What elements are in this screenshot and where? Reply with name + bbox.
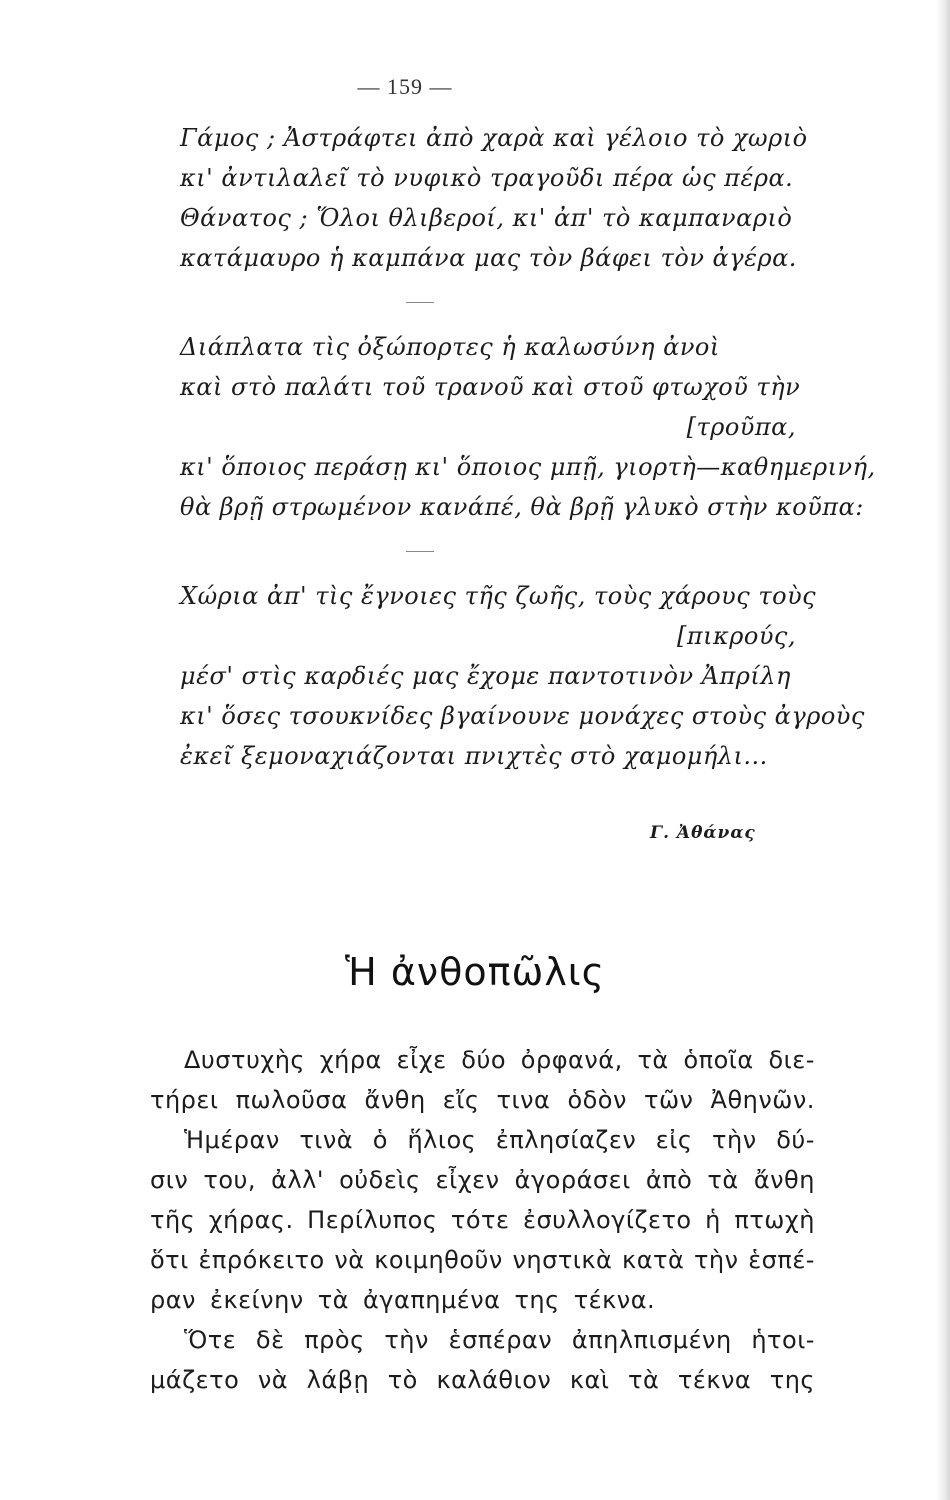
prose-word: τέκνα. <box>573 1286 656 1314</box>
prose-word: σιν <box>150 1166 189 1194</box>
prose-word: τέκνα <box>677 1366 752 1394</box>
poem-line: Θάνατος ; Ὅλοι θλιβεροί, κι' ἀπ' τὸ καμπαναριὸ <box>180 204 793 232</box>
poem-line: κι' ὅποιος περάσῃ κι' ὅποιος μπῇ, γιορτὴ—καθημερινή, <box>180 453 876 481</box>
poem-stanza-1 <box>180 118 820 278</box>
poem-line: κι' ἀντιλαλεῖ τὸ νυφικὸ τραγοῦδι πέρα ὡς πέρα. <box>180 164 794 192</box>
page-number: — 159 — <box>357 74 453 99</box>
prose-word: Ἡμέραν <box>184 1126 280 1154</box>
prose-word: τὴν <box>712 1126 757 1154</box>
poem-line: ἐκεῖ ξεμοναχιάζονται πνιχτὲς στὸ χαμομήλι... <box>180 742 768 770</box>
poem-line: καὶ στὸ παλάτι τοῦ τρανοῦ καὶ στοῦ φτωχοῦ τὴν <box>180 373 801 401</box>
prose-word: ἑσπέ- <box>748 1246 815 1274</box>
prose-word: χήρας. <box>208 1206 294 1234</box>
prose-word: Ἀθηνῶν. <box>710 1086 815 1114</box>
prose-word: τὰ <box>637 1046 669 1074</box>
poem-line-continuation: [πικρούς, <box>676 622 796 650</box>
prose-word: καὶ <box>569 1366 610 1394</box>
prose-line <box>150 1360 815 1400</box>
prose-line <box>150 1280 815 1320</box>
prose-word: ἐκείνην <box>209 1286 304 1314</box>
prose-word: ὁ <box>372 1126 388 1154</box>
prose-word: πτωχὴ <box>734 1206 815 1234</box>
prose-word: τότε <box>450 1206 510 1234</box>
prose-word: πωλοῦσα <box>235 1086 348 1114</box>
prose-word: ἀπὸ <box>645 1166 693 1194</box>
poem-line: μέσ' στὶς καρδιές μας ἔχομε παντοτινὸν Ἀπρίλη <box>180 662 791 690</box>
poem-line: Διάπλατα τὶς ὀξώπορτες ἡ καλωσύνη ἀνοὶ <box>180 333 720 361</box>
page-edge-shadow <box>936 0 950 1500</box>
prose-word: ὁδὸν <box>567 1086 627 1114</box>
poem-signature: Γ. Ἀθάνας <box>650 823 756 843</box>
prose-line <box>150 1040 815 1080</box>
poem-line-continuation: [τροῦπα, <box>686 413 796 441</box>
prose-word: ἀγοράσει <box>514 1166 631 1194</box>
poem-stanza-3 <box>180 576 865 776</box>
prose-word: ὁποῖα <box>683 1046 754 1074</box>
prose-word: Δυστυχὴς <box>184 1046 306 1074</box>
poem-line: Χώρια ἀπ' τὶς ἔγνοιες τῆς ζωῆς, τοὺς χάρους τοὺς <box>180 582 817 610</box>
prose-word: εἶχε <box>396 1046 447 1074</box>
prose-word: δύο <box>461 1046 507 1074</box>
prose-word: της <box>769 1366 815 1394</box>
prose-line <box>150 1200 815 1240</box>
poem-line: Γάμος ; Ἀστράφτει ἀπὸ χαρὰ καὶ γέλοιο τὸ χωριὸ <box>180 124 808 152</box>
prose-word: ἀγαπημένα <box>362 1286 501 1314</box>
poem-line: θὰ βρῇ στρωμένον κανάπέ, θὰ βρῇ γλυκὸ στὴν κοῦπα: <box>180 493 864 521</box>
prose-word: τῶν <box>644 1086 694 1114</box>
prose-word: κατὰ <box>622 1246 685 1274</box>
prose-word: τὰ <box>628 1366 660 1394</box>
prose-word: εἰς <box>655 1126 693 1154</box>
prose-word: της <box>514 1286 560 1314</box>
prose-word: τινὰ <box>299 1126 354 1154</box>
prose-word: χήρα <box>319 1046 382 1074</box>
prose-word: τήρει <box>150 1086 219 1114</box>
stanza-divider <box>406 302 434 303</box>
prose-word: Περίλυπος <box>307 1206 438 1234</box>
prose-word: τὴν <box>384 1326 429 1354</box>
prose-word: νὰ <box>334 1246 365 1274</box>
prose-word: εἶχεν <box>435 1166 500 1194</box>
prose-word: κοιμηθοῦν <box>374 1246 503 1274</box>
prose-word: νηστικὰ <box>512 1246 613 1274</box>
prose-word: τὸ <box>387 1366 418 1394</box>
prose-line <box>150 1120 815 1160</box>
prose-word: του, <box>203 1166 257 1194</box>
prose-word: ἥλιος <box>407 1126 477 1154</box>
prose-word: ἑσπέραν <box>448 1326 553 1354</box>
poem-line: κατάμαυρο ἡ καμπάνα μας τὸν βάφει τὸν ἀγέρα. <box>180 244 797 272</box>
prose-word: ἀλλ' <box>271 1166 324 1194</box>
prose-word: εἴς <box>442 1086 480 1114</box>
prose-word: Ὅτε <box>184 1326 237 1354</box>
prose-word: ἄνθη <box>753 1166 815 1194</box>
prose-word: ἐσυλλογίζετο <box>522 1206 692 1234</box>
prose-word: τὰ <box>707 1166 739 1194</box>
prose-word: ραν <box>150 1286 196 1314</box>
prose-word: δύ- <box>776 1126 815 1154</box>
prose-word: μάζετο <box>150 1366 240 1394</box>
prose-word: ἐπλησίαζεν <box>495 1126 637 1154</box>
prose-word: ἄνθη <box>364 1086 426 1114</box>
prose-word: ἐπρόκειτο <box>198 1246 325 1274</box>
prose-word: τὰ <box>317 1286 349 1314</box>
prose-line <box>150 1080 815 1120</box>
prose-line <box>150 1240 815 1280</box>
poem-line: κι' ὅσες τσουκνίδες βγαίνουνε μονάχες στοὺς ἀγροὺς <box>180 702 865 730</box>
prose-word: διε- <box>768 1046 815 1074</box>
prose-word: λάβῃ <box>306 1366 370 1394</box>
prose-word: τῆς <box>150 1206 196 1234</box>
prose-word: τὴν <box>693 1246 739 1274</box>
prose-word: οὐδεὶς <box>339 1166 421 1194</box>
prose-word: ἀπηλπισμένη <box>571 1326 732 1354</box>
prose-word: δὲ <box>255 1326 285 1354</box>
stanza-divider <box>406 551 434 552</box>
prose-word: ἡ <box>705 1206 721 1234</box>
prose-line <box>150 1320 815 1360</box>
prose-word: ἡτοι- <box>751 1326 815 1354</box>
prose-word: ὅτι <box>150 1246 189 1274</box>
prose-word: νὰ <box>257 1366 289 1394</box>
article-body <box>150 1040 815 1400</box>
prose-word: ὀρφανά, <box>520 1046 623 1074</box>
prose-word: τινα <box>496 1086 551 1114</box>
prose-word: καλάθιον <box>436 1366 552 1394</box>
article-title: Ἡ ἀνθοπῶλις <box>345 950 605 994</box>
poem-stanza-2 <box>180 327 876 527</box>
poem <box>180 118 876 776</box>
prose-line <box>150 1160 815 1200</box>
prose-word: πρὸς <box>304 1326 365 1354</box>
